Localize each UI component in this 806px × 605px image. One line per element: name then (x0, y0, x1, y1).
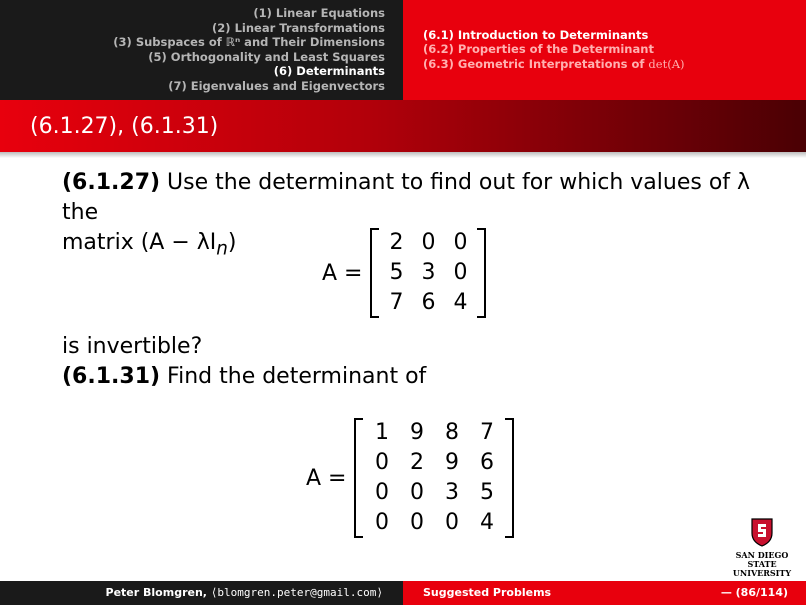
nav-subsection-6-1-active[interactable]: (6.1) Introduction to Determinants (423, 28, 649, 42)
matrix-cell: 5 (479, 480, 494, 505)
matrix-cell: 9 (409, 420, 424, 445)
subsection-list (423, 28, 685, 71)
matrix-cell: 7 (389, 290, 404, 315)
nav-subsection-6-2[interactable]: (6.2) Properties of the Determinant (423, 42, 654, 57)
matrix-cell: 7 (479, 420, 494, 445)
matrix-cell: 2 (389, 230, 404, 255)
nav-section-3[interactable]: (3) Subspaces of ℝⁿ and Their Dimensions (113, 35, 385, 50)
matrix-cell: 8 (444, 420, 459, 445)
title-shadow (0, 152, 806, 158)
footer-title: Suggested Problems (423, 586, 552, 599)
problem-6-1-27-text: Use the determinant to find out for which values of λ the (62, 170, 751, 225)
nav-section-5[interactable]: (5) Orthogonality and Least Squares (148, 49, 385, 64)
matrix-cell: 6 (421, 290, 436, 315)
frame-title-bar (0, 100, 806, 152)
nav-section-1[interactable]: (1) Linear Equations (253, 6, 385, 20)
problem-6-1-27-close: ) (227, 230, 237, 255)
matrix-cell: 3 (421, 260, 436, 285)
matrix-cell: 0 (409, 510, 424, 535)
matrix-cell: 1 (374, 420, 389, 445)
matrix-cell: 0 (421, 230, 436, 255)
footer-title-panel (403, 581, 806, 605)
matrix-cell: 4 (479, 510, 494, 535)
nav-subsection-6-3[interactable] (423, 57, 685, 71)
matrix-cell: 6 (479, 450, 494, 475)
shield-icon (749, 517, 775, 547)
problem-6-1-31-statement (62, 362, 762, 392)
matrix-cell: 3 (444, 480, 459, 505)
footer-author-panel (0, 581, 403, 605)
equation-1-lhs: A = (322, 260, 363, 286)
frame-title: (6.1.27), (6.1.31) (30, 114, 219, 139)
nav-subsection-6-3-text: (6.3) Geometric Interpretations of (423, 56, 649, 71)
footer (0, 581, 806, 605)
matrix-cell: 2 (409, 450, 424, 475)
matrix-cell: 0 (453, 230, 468, 255)
logo-line-1: SAN DIEGO STATE (735, 550, 789, 569)
problem-6-1-27-matrix-expr: matrix (A − λI (62, 230, 217, 255)
nav-section-6-active[interactable]: (6) Determinants (273, 64, 385, 79)
footer-author: Peter Blomgren, (105, 586, 211, 599)
nav-section-7[interactable]: (7) Eigenvalues and Eigenvectors (168, 78, 385, 93)
problem-6-1-27-label: (6.1.27) (62, 170, 161, 195)
matrix-cell: 0 (453, 260, 468, 285)
problem-6-1-27-question: is invertible? (62, 334, 203, 359)
matrix-3x3 (370, 228, 486, 318)
section-nav-panel (0, 0, 403, 100)
slide-content-lower (62, 332, 762, 392)
university-logo (722, 517, 802, 578)
logo-line-2: UNIVERSITY (732, 568, 792, 578)
section-list (113, 6, 385, 94)
matrix-cell: 0 (444, 510, 459, 535)
footer-email: ⟨blomgren.peter@gmail.com⟩ (210, 586, 383, 599)
equation-matrix-1 (322, 228, 486, 318)
problem-6-1-31-label: (6.1.31) (62, 364, 161, 389)
matrix-cell: 0 (374, 450, 389, 475)
nav-section-2[interactable]: (2) Linear Transformations (212, 20, 385, 35)
subsection-nav-panel (403, 0, 806, 100)
equation-2-lhs: A = (306, 465, 347, 491)
matrix-cell: 0 (374, 480, 389, 505)
matrix-4x4 (354, 418, 514, 538)
matrix-cell: 9 (444, 450, 459, 475)
equation-matrix-2 (306, 418, 514, 538)
header-navigation (0, 0, 806, 100)
problem-6-1-27-subscript: n (216, 238, 228, 260)
matrix-cell: 0 (374, 510, 389, 535)
footer-page-number: — (86/114) (720, 586, 788, 599)
nav-subsection-6-3-math: det(A) (648, 56, 685, 71)
matrix-cell: 5 (389, 260, 404, 285)
matrix-cell: 0 (409, 480, 424, 505)
matrix-cell: 4 (453, 290, 468, 315)
problem-6-1-31-text: Find the determinant of (160, 364, 427, 389)
